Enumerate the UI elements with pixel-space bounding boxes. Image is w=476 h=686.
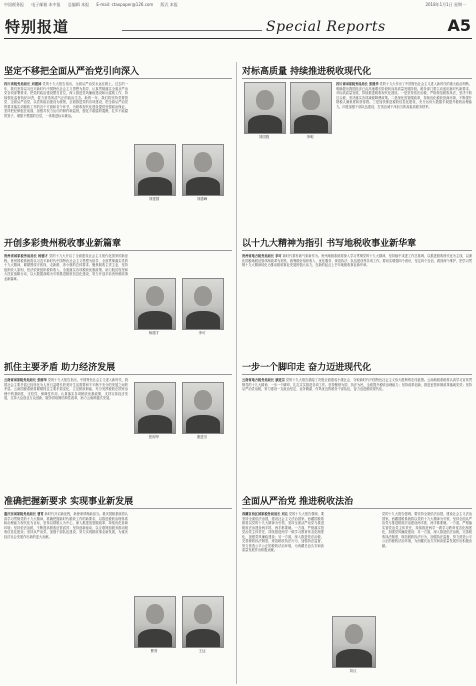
article-body: 党的十九大报告指出，全面从严治党永远在路上。过去的一年，我们坚持以习近平新时代中国特色社会主义思想为指导，认真贯彻落实全面从严治党各项部署要求，把党的政治建设摆在首位，深入推进党风廉政建设和反腐败工作，持续强化监督执纪问责，着力营造风清气正的政治生态。新的一年，我们将坚持党要管党、全面从严治党，以党的政治建设为统领，全面推进党的各项建设，把全面从严治党的要求落实到税收工作的各个方面和各个环节，为税收现代化建设提供坚强政治保证。坚持把纪律挺在前面，加强对权力运行的制约和监督，强化不敢腐的震慑，扎牢不能腐的笼子，增强不想腐的自觉，一体推进标本兼治。 — [4, 82, 128, 118]
article-byline: 四川省国家税务局局长 张建华 — [336, 82, 379, 86]
article-body: 党的十九大开启了全面建设社会主义现代化国家的新征程。贵州国税系统将以习近平新时代中国特色社会主义思想为指导，全面贯彻落实党的十九大精神，紧紧围绕守底线、走新路、奔小康的总体要求，聚焦税收主责主业，坚持组织收入原则，依法依规组织税收收入，全面落实各项税收优惠政策，助力脱贫攻坚和大扶贫战略行动，以大数据战略为引领推进税收信息化建设，努力开创多彩贵州税收事业新篇章。 — [4, 254, 128, 281]
article-left-1 — [4, 66, 232, 226]
article-body: 党的十九大报告指出，中国特色社会主义进入新时代，我国社会主要矛盾已经转化为人民日益增长的美好生活需要和不平衡不充分的发展之间的矛盾。云南国税系统将紧紧抓住主要矛盾变化，立足税收职能，充分发挥税收在国家治理中的基础性、支柱性、保障性作用，认真落实各项税收优惠政策，支持实体经济发展，支持大众创业万众创新，服务供给侧结构性改革，助力云南跨越式发展。 — [4, 378, 128, 400]
strip-date: 2018年1月1日 星期一 — [425, 2, 466, 7]
strip-item: 电子邮箱 本中报 — [31, 2, 61, 7]
article-body: 新时代开启新征程，新使命呼唤新担当。重庆国税系统将认真学习贯彻党的十九大精神，准确把握新时代税收工作的新要求，以推进税收治理体系和治理能力现代化为目标，坚持以纳税人为中心，深入推进放管服改革，持续优化营商环境；坚持依法治税，不断提高税收征管质效；坚持创新驱动，以互联网加税务推动税收信息化建设；坚持从严治党，加强干部队伍建设，努力实现税收事业新发展，为重庆经济社会发展作出新的更大贡献。 — [4, 512, 128, 539]
section-title: 特别报道 — [5, 18, 70, 36]
top-info-strip — [4, 2, 472, 8]
article-text-continued — [382, 512, 472, 682]
article-byline: 重庆市国家税务局局长 曹青 — [4, 512, 44, 516]
photo-caption: 李明 — [306, 135, 314, 139]
article-headline: 开创多彩贵州税收事业新篇章 — [4, 238, 232, 251]
photo-caption: 杨德才 — [148, 331, 160, 335]
photo-caption: 张树华 — [148, 435, 160, 439]
masthead-rule — [122, 30, 262, 31]
article-headline: 准确把握新要求 实现事业新发展 — [4, 496, 232, 509]
section-masthead — [4, 14, 472, 39]
article-right-1 — [242, 66, 472, 232]
article-text — [242, 378, 472, 488]
portrait-photo — [182, 382, 224, 434]
article-body: 党的十九大报告强调，要坚持全面依法治国，建设社会主义法治国家。西藏国税系统将以党的十九大精神为引领，坚持全面从严治党与推进税收法治建设两手抓、两手都要硬。一方面，严格落实管党治党主体责任，持续推进两学一做学习教育常态化制度化，加强党风廉政建设；另一方面，深入推进依法治税，完善税收执法制度，规范税收执法行为，加强执法监督，努力营造公平公正的税收法治环境，为西藏长治久安和高质量发展作出积极贡献。 — [242, 512, 324, 552]
article-text — [4, 254, 128, 356]
article-body: 新时代要有新气象新作为。贵州地税系统将深入学习贯彻党的十九大精神，坚持稳中求进工作总基调，以推进税收现代化为主线，以深化国税地税征管体制改革为契机，统筹做好组织收入、优化服务、规范执法、队伍建设等各项工作。要切实增强四个意识，坚定四个自信，做到两个维护，把学习贯彻十九大精神转化为推动税收事业发展的强大动力，在新的起点上书写地税收事业新华章。 — [242, 254, 472, 267]
portrait-photo — [182, 278, 224, 330]
portrait-photo — [134, 144, 176, 196]
article-body: 党的十九大报告描绘了决胜全面建成小康社会、夺取新时代中国特色社会主义伟大胜利的宏伟蓝图。云南地税系统将认真学习宣传贯彻党的十九大精神，一步一个脚印，扎扎实实推进各项工作。坚持聚财为国、执法为民，全面提升税收治理能力；坚持改革创新，推进征管体制改革落地见效；坚持从严治党治税，努力建设一支政治坚定、业务精湛、作风优良的税务干部队伍，奋力迈进税收现代化。 — [242, 378, 472, 391]
strip-item: 中国税务报 — [4, 2, 24, 7]
article-byline: 四川省税务局局长 刘建国 — [4, 82, 42, 86]
photo-caption: 王达 — [198, 649, 206, 653]
article-headline: 一步一个脚印走 奋力迈进现代化 — [242, 362, 472, 375]
strip-item: E-mail: ctaxpaper@126.com — [96, 2, 154, 7]
article-headline: 对标高质量 持续推进税收现代化 — [242, 66, 472, 79]
article-byline: 西藏自治区国家税务局局长 刘旦 — [242, 512, 288, 516]
strip-item: 版式 本报 — [160, 2, 178, 7]
article-right-4 — [242, 496, 472, 682]
article-left-2 — [4, 238, 232, 356]
article-text — [4, 378, 128, 488]
portrait-photo — [134, 278, 176, 330]
page-number: A5 — [447, 16, 471, 35]
photo-caption: 刘德峰 — [196, 197, 208, 201]
column-divider — [236, 62, 237, 684]
article-byline: 贵州省地方税务局局长 李可 — [242, 254, 282, 258]
article-right-2 — [242, 238, 472, 356]
photo-caption: 刘旦 — [349, 669, 357, 673]
article-byline: 云南省国家税务局局长 张树华 — [4, 378, 47, 382]
article-text — [336, 82, 472, 232]
portrait-photo — [332, 616, 376, 668]
photo-caption: 康进宗 — [196, 435, 208, 439]
portrait-photo — [134, 596, 176, 648]
section-title-en: Special Reports — [266, 19, 386, 35]
article-text — [242, 254, 472, 356]
strip-item: 总编辑 本报 — [67, 2, 90, 7]
portrait-photo — [290, 82, 332, 134]
article-headline: 抓住主要矛盾 助力经济发展 — [4, 362, 232, 375]
article-body: 党的十九大报告强调，要坚持全面依法治国，建设社会主义法治国家。西藏国税系统将以党的十九大精神为引领，坚持全面从严治党与推进税收法治建设两手抓、两手都要硬。一方面，严格落实管党治党主体责任，持续推进两学一做学习教育常态化制度化，加强党风廉政建设；另一方面，深入推进依法治税，完善税收执法制度，规范税收执法行为，加强执法监督，努力营造公平公正的税收法治环境，为西藏长治久安和高质量发展作出积极贡献。 — [382, 512, 472, 548]
article-left-3 — [4, 362, 232, 488]
photo-caption: 刘国胜 — [258, 135, 270, 139]
article-right-3 — [242, 362, 472, 488]
article-headline: 坚定不移把全面从严治党引向深入 — [4, 66, 232, 79]
article-byline: 贵州省国家税务局局长 杨德才 — [4, 254, 48, 258]
article-text — [4, 512, 128, 682]
article-text — [4, 82, 128, 226]
photo-caption: 曹青 — [150, 649, 158, 653]
portrait-photo — [182, 596, 224, 648]
portrait-photo — [182, 144, 224, 196]
portrait-photo — [244, 82, 286, 134]
article-headline: 全面从严治党 推进税收法治 — [242, 496, 472, 509]
article-body: 党的十九大作出了中国特色社会主义进入新时代的重大政治判断，明确提出我国经济已由高速增长阶段转向高质量发展阶段。税务部门要主动适应新时代新要求，对标高质量发展，持续推进税收现代化建设。一是坚持依法治税，严格规范税收执法，坚决不收过头税，坚决落实各项减税降费政策。二是深化放管服改革，持续优化税收营商环境，不断提升纳税人满意度和获得感。三是加快推进税收信息化建设，充分运用大数据手段提升税收治理能力。四是加强干部队伍建设，打造忠诚干净担当的高素质税务铁军。 — [336, 82, 472, 109]
article-text — [242, 512, 324, 682]
photo-caption: 刘建国 — [148, 197, 160, 201]
article-byline: 云南省地方税务局局长 康进宗 — [242, 378, 285, 382]
photo-caption: 李可 — [198, 331, 206, 335]
article-headline: 以十九大精神为指引 书写地税收事业新华章 — [242, 238, 472, 251]
portrait-photo — [134, 382, 176, 434]
article-left-4 — [4, 496, 232, 682]
